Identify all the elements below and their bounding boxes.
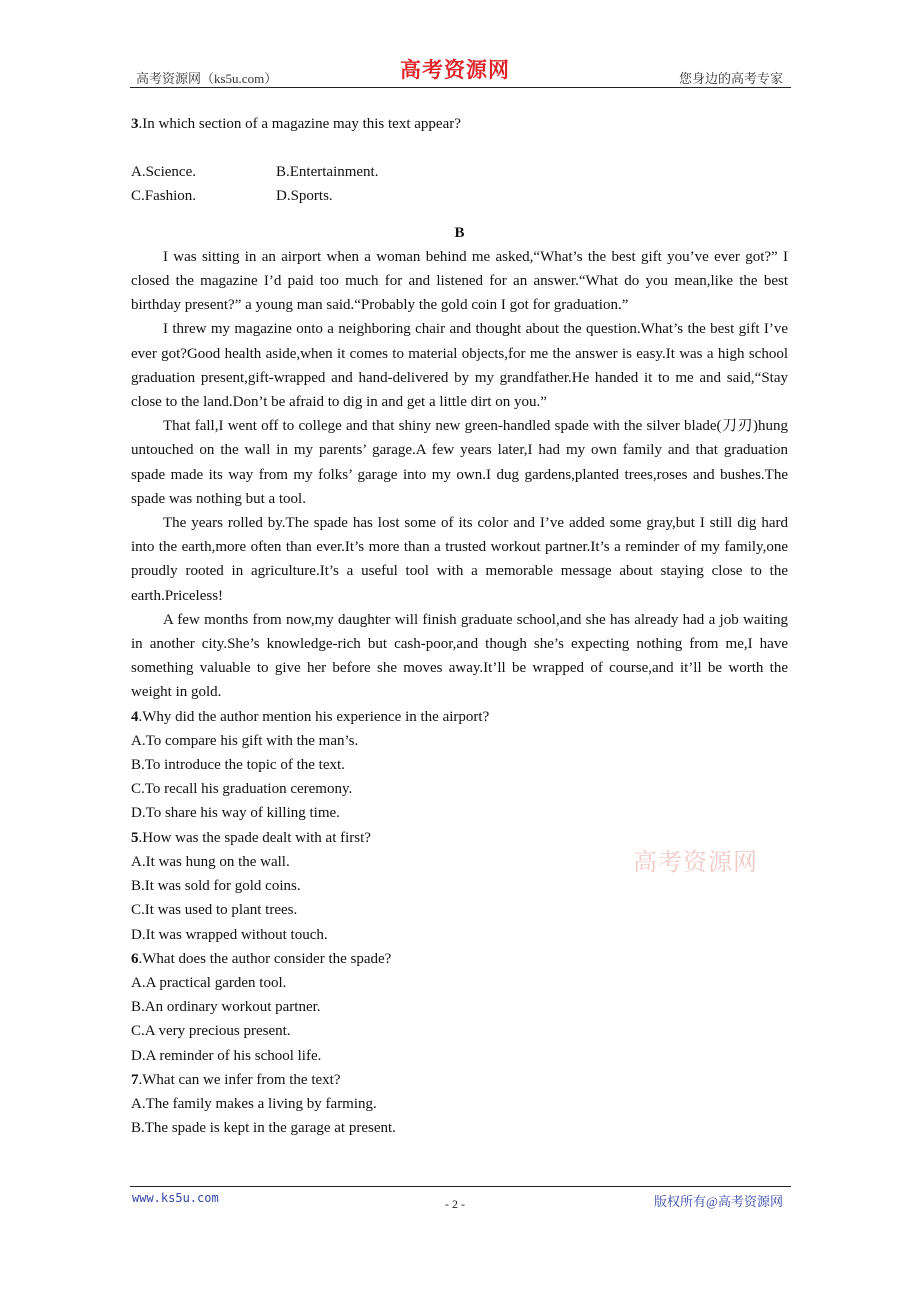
option-d: D.Sports. bbox=[276, 188, 333, 205]
page-number: - 2 - bbox=[445, 1197, 465, 1211]
question-3 bbox=[131, 112, 788, 136]
passage-paragraph: That fall,I went off to college and that shiny new green-handled spade with the silver blade(刀刃)hung untouched on the wall in my parents’ garage.A few years later,I had my own family and that graduation spade made its way from my folks’ garage into my own.I dug gardens,planted trees,roses and bushes.The spade was nothing but a tool. bbox=[131, 418, 788, 507]
footer-copyright: 版权所有@高考资源网 bbox=[654, 1194, 783, 1209]
section-title: B bbox=[454, 224, 465, 241]
page-header bbox=[130, 52, 791, 88]
option-a: A.A practical garden tool. bbox=[131, 974, 287, 991]
watermark: 高考资源网 bbox=[633, 848, 758, 876]
option-a: A.To compare his gift with the man’s. bbox=[131, 732, 359, 749]
question-text: .Why did the author mention his experience in the airport? bbox=[138, 708, 490, 725]
page-footer bbox=[130, 1186, 791, 1226]
option-a: A.Science. bbox=[131, 164, 196, 181]
spacer bbox=[131, 136, 788, 160]
option-d: D.To share his way of killing time. bbox=[131, 805, 340, 822]
option-b: B.An ordinary workout partner. bbox=[131, 999, 321, 1016]
passage-paragraph: I was sitting in an airport when a woman behind me asked,“What’s the best gift you’ve ever got?” I closed the magazine I’d paid too much for and listened for an answer.“What do you mean,like the best birthday present?” a young man said.“Probably the gold coin I got for graduation.” bbox=[131, 248, 788, 314]
question-number: 5 bbox=[131, 829, 139, 846]
question-6 bbox=[131, 947, 788, 971]
option-a: A.It was hung on the wall. bbox=[131, 853, 290, 870]
passage-paragraph: I threw my magazine onto a neighboring chair and thought about the question.What’s the best gift I’ve ever got?Good health aside,when it comes to material objects,for me the answer is easy.It was a high school graduation present,gift-wrapped and hand-delivered by my grandfather.He handed it to me and said,“Stay close to the land.Don’t be afraid to dig in and get a little dirt on you.” bbox=[131, 321, 788, 411]
option-d: D.A reminder of his school life. bbox=[131, 1047, 322, 1064]
question-text: .What can we infer from the text? bbox=[138, 1071, 341, 1088]
option-b: B.The spade is kept in the garage at present. bbox=[131, 1120, 396, 1137]
passage-paragraph: A few months from now,my daughter will finish graduate school,and she has already had a job waiting in another city.She’s knowledge-rich but cash-poor,and though she’s expecting nothing from me,I have something valuable to give her before she moves away.It’ll be wrapped of course,and it’ll be worth the weight in gold. bbox=[131, 611, 788, 701]
passage-paragraph: The years rolled by.The spade has lost some of its color and I’ve added some gray,but I still dig hard into the earth,more often than ever.It’s more than a trusted workout partner.It’s a reminder of my family,one proudly rooted in agriculture.It’s a useful tool with a memorable message about staying close to the earth.Priceless! bbox=[131, 515, 788, 604]
option-a: A.The family makes a living by farming. bbox=[131, 1095, 377, 1112]
option-b: B.It was sold for gold coins. bbox=[131, 878, 301, 895]
header-logo: 高考资源网 bbox=[400, 58, 510, 82]
question-7 bbox=[131, 1068, 788, 1092]
option-row bbox=[131, 184, 788, 208]
document-body bbox=[131, 112, 788, 1140]
question-text: .In which section of a magazine may this text appear? bbox=[138, 116, 461, 132]
header-site-name: 高考资源网（ks5u.com） bbox=[136, 71, 278, 86]
question-text: .What does the author consider the spade? bbox=[138, 950, 392, 967]
option-b: B.Entertainment. bbox=[276, 164, 379, 181]
question-number: 6 bbox=[131, 950, 139, 967]
option-d: D.It was wrapped without touch. bbox=[131, 926, 328, 943]
option-b: B.To introduce the topic of the text. bbox=[131, 757, 345, 774]
question-number: 3 bbox=[131, 116, 139, 132]
question-number: 7 bbox=[131, 1071, 139, 1088]
option-c: C.A very precious present. bbox=[131, 1023, 291, 1040]
question-number: 4 bbox=[131, 708, 139, 725]
option-c: C.To recall his graduation ceremony. bbox=[131, 781, 353, 798]
option-c: C.It was used to plant trees. bbox=[131, 902, 298, 919]
footer-divider bbox=[130, 1186, 791, 1187]
question-text: .How was the spade dealt with at first? bbox=[138, 829, 371, 846]
option-row bbox=[131, 160, 788, 184]
question-4 bbox=[131, 705, 788, 729]
header-divider bbox=[130, 87, 791, 88]
option-c: C.Fashion. bbox=[131, 188, 197, 205]
footer-site-link[interactable]: www.ks5u.com bbox=[132, 1191, 219, 1205]
header-slogan: 您身边的高考专家 bbox=[678, 71, 783, 86]
